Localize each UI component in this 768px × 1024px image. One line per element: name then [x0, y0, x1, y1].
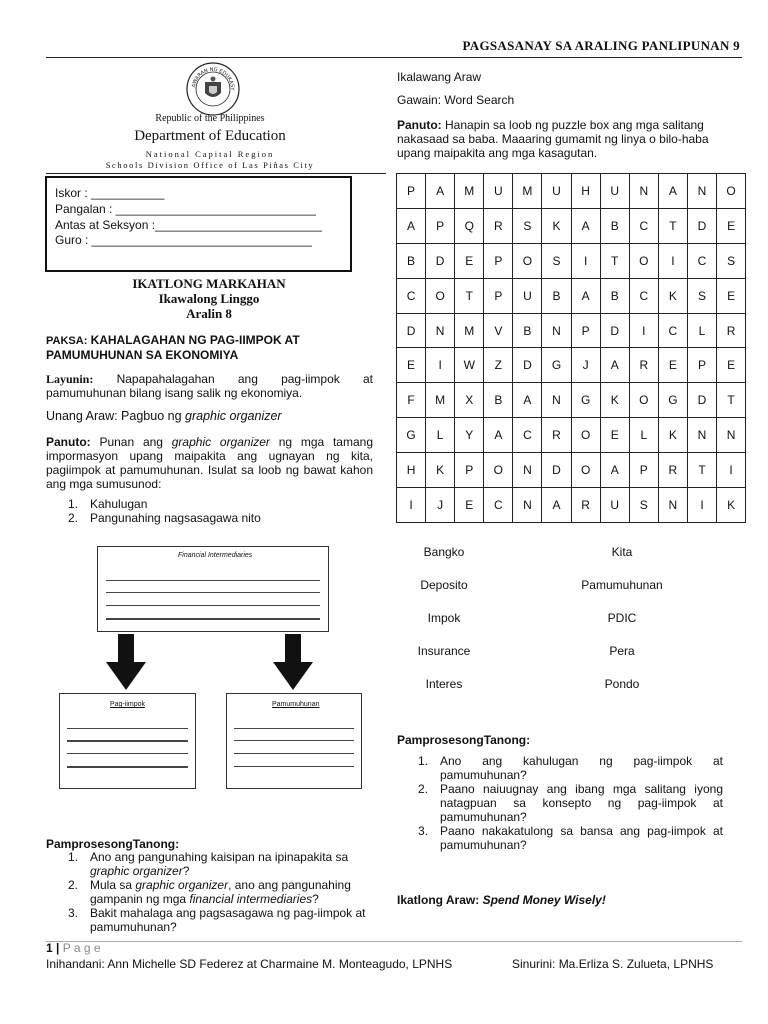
grid-cell[interactable]: N [513, 453, 542, 488]
question-text: Mula sa [90, 878, 136, 892]
grid-cell[interactable]: D [542, 453, 571, 488]
word-item: PDIC [607, 611, 637, 625]
grid-cell[interactable]: K [658, 418, 687, 453]
grid-cell[interactable]: R [717, 313, 746, 348]
grid-cell[interactable]: R [658, 453, 687, 488]
panuto-1-block [46, 435, 373, 491]
organizer-line [234, 740, 354, 741]
word-search-grid [396, 173, 746, 523]
grid-cell[interactable]: E [717, 208, 746, 243]
organizer-line [106, 605, 320, 606]
grid-cell[interactable]: C [687, 243, 716, 278]
grid-cell[interactable]: B [542, 278, 571, 313]
grid-cell[interactable]: X [455, 383, 484, 418]
grid-cell[interactable]: H [571, 174, 600, 209]
question-text: Paano nakakatulong sa bansa ang pag-iimpok at pamumuhunan? [440, 824, 723, 852]
pangalan-field[interactable]: Pangalan : ______________________________ [55, 202, 316, 216]
question-text: ? [312, 892, 319, 906]
grid-cell[interactable]: U [600, 174, 629, 209]
grid-cell[interactable]: M [455, 174, 484, 209]
organizer-line [234, 753, 354, 754]
list-item [68, 511, 368, 525]
grid-cell[interactable]: B [600, 278, 629, 313]
antas-seksyon-field[interactable]: Antas at Seksyon :_________________________ [55, 218, 322, 232]
grid-cell[interactable]: W [455, 348, 484, 383]
grid-row [397, 278, 746, 313]
grid-cell[interactable]: P [687, 348, 716, 383]
word-item: Pondo [604, 677, 640, 691]
grid-cell[interactable]: S [513, 208, 542, 243]
grid-cell[interactable]: K [426, 453, 455, 488]
division-office-label: Schools Division Office of Las Piñas City [105, 160, 315, 170]
list-item [68, 497, 368, 511]
panuto-1-list [68, 497, 368, 525]
proseso-1-heading: PamprosesongTanong: [46, 837, 180, 851]
grid-cell[interactable]: A [600, 453, 629, 488]
organizer-line [67, 753, 188, 754]
grid-cell[interactable]: K [658, 278, 687, 313]
word-item: Kita [611, 545, 633, 559]
grid-cell[interactable]: O [513, 243, 542, 278]
grid-cell[interactable]: E [658, 348, 687, 383]
list-item-number: 1. [68, 497, 79, 511]
grid-cell[interactable]: D [397, 313, 426, 348]
organizer-line [67, 740, 188, 742]
word-item: Deposito [420, 578, 468, 592]
grid-cell[interactable]: R [571, 488, 600, 523]
paksa-label: PAKSA: [46, 335, 88, 347]
grid-cell[interactable]: M [455, 313, 484, 348]
question-text: ? [182, 864, 190, 878]
grid-cell[interactable]: L [687, 313, 716, 348]
grid-row [397, 488, 746, 523]
grid-cell[interactable]: I [397, 488, 426, 523]
grid-cell[interactable]: A [513, 383, 542, 418]
panuto-1-label: Panuto: [46, 435, 91, 449]
grid-cell[interactable]: Q [455, 208, 484, 243]
unang-araw-emph: graphic organizer [185, 409, 282, 423]
grid-cell[interactable]: T [687, 453, 716, 488]
question-text: Ano ang pangunahing kaisipan na ipinapakita sa [90, 850, 349, 864]
organizer-line [67, 766, 188, 768]
grid-row [397, 313, 746, 348]
grid-cell[interactable]: I [426, 348, 455, 383]
grid-cell[interactable]: B [600, 208, 629, 243]
footer-rule [46, 941, 742, 942]
question-text: Paano naiuugnay ang ibang mga salitang iyong natagpuan sa konsepto ng pag-iimpok at pamumuhunan? [440, 782, 723, 824]
list-item [418, 782, 723, 824]
ikatlong-araw-label: Ikatlong Araw: [397, 893, 480, 907]
grid-cell[interactable]: Z [484, 348, 513, 383]
grid-cell[interactable]: A [397, 208, 426, 243]
grid-cell[interactable]: N [542, 313, 571, 348]
grid-row [397, 383, 746, 418]
layunin-label: Layunin: [46, 372, 94, 386]
grid-cell[interactable]: U [600, 488, 629, 523]
unang-araw-sep: : Pagbuo ng [114, 409, 186, 423]
grid-cell[interactable]: F [397, 383, 426, 418]
organizer-right-box [226, 693, 362, 789]
panuto-1-text-a: Punan ang [90, 435, 172, 449]
guro-field[interactable]: Guro : _________________________________ [55, 233, 312, 247]
grid-row [397, 174, 746, 209]
grid-cell[interactable]: C [484, 488, 513, 523]
grid-cell[interactable]: J [571, 348, 600, 383]
grid-cell[interactable]: R [484, 208, 513, 243]
grid-cell[interactable]: N [513, 488, 542, 523]
grid-row [397, 453, 746, 488]
list-item-number: 3. [418, 824, 429, 838]
week-title: Ikawalong Linggo [158, 291, 260, 306]
grid-cell[interactable]: A [600, 348, 629, 383]
page-indicator [46, 941, 101, 955]
grid-cell[interactable]: R [629, 348, 658, 383]
grid-cell[interactable]: A [542, 488, 571, 523]
arrow-down-left-icon [106, 634, 146, 690]
header-rule [46, 57, 742, 58]
question-emph: financial intermediaries [189, 892, 313, 906]
grid-cell[interactable]: A [571, 278, 600, 313]
grid-cell[interactable]: S [542, 243, 571, 278]
grid-cell[interactable]: H [397, 453, 426, 488]
grid-cell[interactable]: G [542, 348, 571, 383]
grid-cell[interactable]: E [600, 418, 629, 453]
grid-cell[interactable]: C [629, 208, 658, 243]
grid-cell[interactable]: S [687, 278, 716, 313]
grid-row [397, 243, 746, 278]
grid-cell[interactable]: U [513, 278, 542, 313]
paksa-text: KAHALAGAHAN NG PAG-IIMPOK AT PAMUMUHUNAN SA EKONOMIYA [46, 333, 300, 362]
unang-araw-heading [46, 409, 373, 423]
grid-cell[interactable]: L [426, 418, 455, 453]
grid-cell[interactable]: U [542, 174, 571, 209]
module-header-title: PAGSASANAY SA ARALING PANLIPUNAN 9 [462, 38, 740, 53]
grid-cell[interactable]: E [397, 348, 426, 383]
grid-cell[interactable]: K [717, 488, 746, 523]
grid-cell[interactable]: I [571, 243, 600, 278]
deped-seal-icon [186, 62, 240, 116]
grid-cell[interactable]: I [687, 488, 716, 523]
paksa-block [46, 333, 373, 363]
word-item: Interes [425, 677, 463, 691]
grid-cell[interactable]: E [717, 348, 746, 383]
grid-cell[interactable]: B [484, 383, 513, 418]
organizer-left-box [59, 693, 196, 789]
list-item [418, 824, 723, 852]
word-item: Insurance [417, 644, 471, 658]
grid-cell[interactable]: C [397, 278, 426, 313]
grid-cell[interactable]: T [600, 243, 629, 278]
grid-cell[interactable]: E [455, 488, 484, 523]
svg-text:KAGAWARAN NG EDUKASYON: AWARAN NG EDUKASY [191, 66, 236, 91]
grid-cell[interactable]: P [397, 174, 426, 209]
grid-cell[interactable]: O [484, 453, 513, 488]
grid-cell[interactable]: N [658, 488, 687, 523]
grid-cell[interactable]: V [484, 313, 513, 348]
ikalawang-araw-title: Ikalawang Araw [397, 70, 482, 84]
word-item: Pamumuhunan [581, 578, 663, 592]
layunin-text: Napapahalagahan ang pag-iimpok at pamumuhunan bilang isang salik ng ekonomiya. [46, 372, 373, 400]
list-item [68, 850, 373, 878]
word-item: Impok [427, 611, 461, 625]
grid-cell[interactable]: G [397, 418, 426, 453]
grid-cell[interactable]: T [658, 208, 687, 243]
grid-cell[interactable]: J [426, 488, 455, 523]
grid-cell[interactable]: K [542, 208, 571, 243]
grid-cell[interactable]: N [717, 418, 746, 453]
organizer-top-title: Financial Intermediaries [178, 552, 253, 559]
grid-cell[interactable]: P [629, 453, 658, 488]
list-item [68, 878, 373, 906]
grid-cell[interactable]: B [513, 313, 542, 348]
word-item: Pera [609, 644, 635, 658]
grid-cell[interactable]: N [687, 174, 716, 209]
grid-cell[interactable]: C [629, 278, 658, 313]
grid-cell[interactable]: P [484, 243, 513, 278]
prepared-by: Inihandani: Ann Michelle SD Federez at Charmaine M. Monteagudo, LPNHS [46, 957, 453, 971]
grid-cell[interactable]: C [513, 418, 542, 453]
grid-cell[interactable]: I [629, 313, 658, 348]
republic-label: Republic of the Philippines [155, 113, 265, 124]
grid-cell[interactable]: D [426, 243, 455, 278]
list-item [418, 754, 723, 782]
grid-cell[interactable]: O [426, 278, 455, 313]
list-item-number: 2. [418, 782, 429, 796]
quarter-title: IKATLONG MARKAHAN [132, 276, 286, 291]
ikatlong-araw-heading [397, 893, 606, 907]
list-item-number: 1. [68, 850, 79, 864]
gawain-label: Gawain: Word Search [397, 93, 515, 107]
question-emph: graphic organizer [135, 878, 229, 892]
panuto-2-block [397, 118, 732, 160]
grid-row [397, 208, 746, 243]
page-number: 1 [46, 941, 53, 955]
grid-cell[interactable]: G [658, 383, 687, 418]
question-text: Ano ang kahulugan ng pag-iimpok at pamumuhunan? [440, 754, 723, 782]
proseso-1-list [68, 850, 373, 934]
grid-cell[interactable]: P [455, 453, 484, 488]
unang-araw-label: Unang Araw [46, 409, 115, 423]
grid-cell[interactable]: B [397, 243, 426, 278]
organizer-right-title: Pamumuhunan [272, 701, 320, 708]
grid-cell[interactable]: M [426, 383, 455, 418]
grid-cell[interactable]: O [717, 174, 746, 209]
organizer-line [106, 580, 320, 581]
question-text: , ano ang pangunahing gampanin ng mga [90, 878, 351, 906]
word-item: Bangko [423, 545, 465, 559]
left-header-rule [46, 173, 386, 174]
grid-cell[interactable]: C [658, 313, 687, 348]
grid-cell[interactable]: D [600, 313, 629, 348]
organizer-top-box [97, 546, 329, 632]
layunin-block [46, 372, 373, 400]
list-item-text: Pangunahing nagsasagawa nito [90, 511, 261, 525]
grid-cell[interactable]: U [484, 174, 513, 209]
grid-cell[interactable]: N [426, 313, 455, 348]
list-item-text: Kahulugan [90, 497, 148, 511]
grid-cell[interactable]: Y [455, 418, 484, 453]
aralin-title: Aralin 8 [186, 306, 232, 321]
grid-cell[interactable]: P [426, 208, 455, 243]
grid-cell[interactable]: I [658, 243, 687, 278]
grid-cell[interactable]: T [455, 278, 484, 313]
grid-row [397, 348, 746, 383]
organizer-line [234, 728, 354, 729]
region-label: National Capital Region [145, 149, 275, 159]
grid-cell[interactable]: K [600, 383, 629, 418]
organizer-left-title: Pag-iimpok [110, 701, 146, 708]
grid-cell[interactable]: O [571, 418, 600, 453]
grid-cell[interactable]: E [455, 243, 484, 278]
grid-cell[interactable]: A [484, 418, 513, 453]
panuto-1-emph: graphic organizer [171, 435, 270, 449]
grid-cell[interactable]: R [542, 418, 571, 453]
grid-cell[interactable]: A [571, 208, 600, 243]
grid-cell[interactable]: O [571, 453, 600, 488]
panuto-2-label: Panuto: [397, 118, 442, 132]
arrow-down-right-icon [273, 634, 313, 690]
grid-cell[interactable]: S [717, 243, 746, 278]
grid-cell[interactable]: O [629, 383, 658, 418]
grid-cell[interactable]: A [658, 174, 687, 209]
grid-cell[interactable]: O [629, 243, 658, 278]
panuto-1-text-b: ng mga tamang impormasyon upang maipakita ang ugnayan ng kita, pagiimpok at pamumuhunan. Isulat sa loob ng bawat kahon ang mga sumusunod: [46, 435, 373, 491]
grid-cell[interactable]: P [484, 278, 513, 313]
grid-cell[interactable]: N [687, 418, 716, 453]
grid-cell[interactable]: T [717, 383, 746, 418]
proseso-2-heading: PamprosesongTanong: [397, 733, 531, 747]
list-item-number: 1. [418, 754, 429, 768]
panuto-2-text: Hanapin sa loob ng puzzle box ang mga salitang nakasaad sa baba. Maaaring gumamit ng linya o bilo-haba upang maipakita ang mga kasagutan. [397, 118, 709, 160]
grid-cell[interactable]: M [513, 174, 542, 209]
question-emph: graphic organizer [90, 864, 183, 878]
grid-cell[interactable]: E [717, 278, 746, 313]
page-word: P a g e [62, 941, 101, 955]
list-item-number: 2. [68, 511, 79, 525]
grid-row [397, 418, 746, 453]
grid-cell[interactable]: I [717, 453, 746, 488]
checked-by: Sinurini: Ma.Erliza S. Zulueta, LPNHS [512, 957, 714, 971]
grid-cell[interactable]: N [629, 174, 658, 209]
grid-cell[interactable]: S [629, 488, 658, 523]
grid-cell[interactable]: A [426, 174, 455, 209]
list-item [68, 906, 373, 934]
list-item-number: 2. [68, 878, 79, 892]
grid-cell[interactable]: L [629, 418, 658, 453]
grid-cell[interactable]: D [687, 208, 716, 243]
list-item-number: 3. [68, 906, 79, 920]
organizer-line [67, 728, 188, 729]
grid-cell[interactable]: G [571, 383, 600, 418]
organizer-line [234, 766, 354, 767]
iskor-field[interactable]: Iskor : ___________ [55, 186, 165, 200]
organizer-line [106, 592, 320, 593]
question-text: Bakit mahalaga ang pagsasagawa ng pag-iimpok at pamumuhunan? [90, 906, 366, 934]
ikatlong-araw-emph: Spend Money Wisely! [482, 893, 606, 907]
grid-cell[interactable]: P [571, 313, 600, 348]
grid-cell[interactable]: N [542, 383, 571, 418]
department-name: Department of Education [134, 128, 286, 144]
organizer-line [106, 618, 320, 620]
page-sep: | [52, 941, 63, 955]
grid-cell[interactable]: D [687, 383, 716, 418]
proseso-2-list [418, 754, 723, 852]
grid-cell[interactable]: D [513, 348, 542, 383]
